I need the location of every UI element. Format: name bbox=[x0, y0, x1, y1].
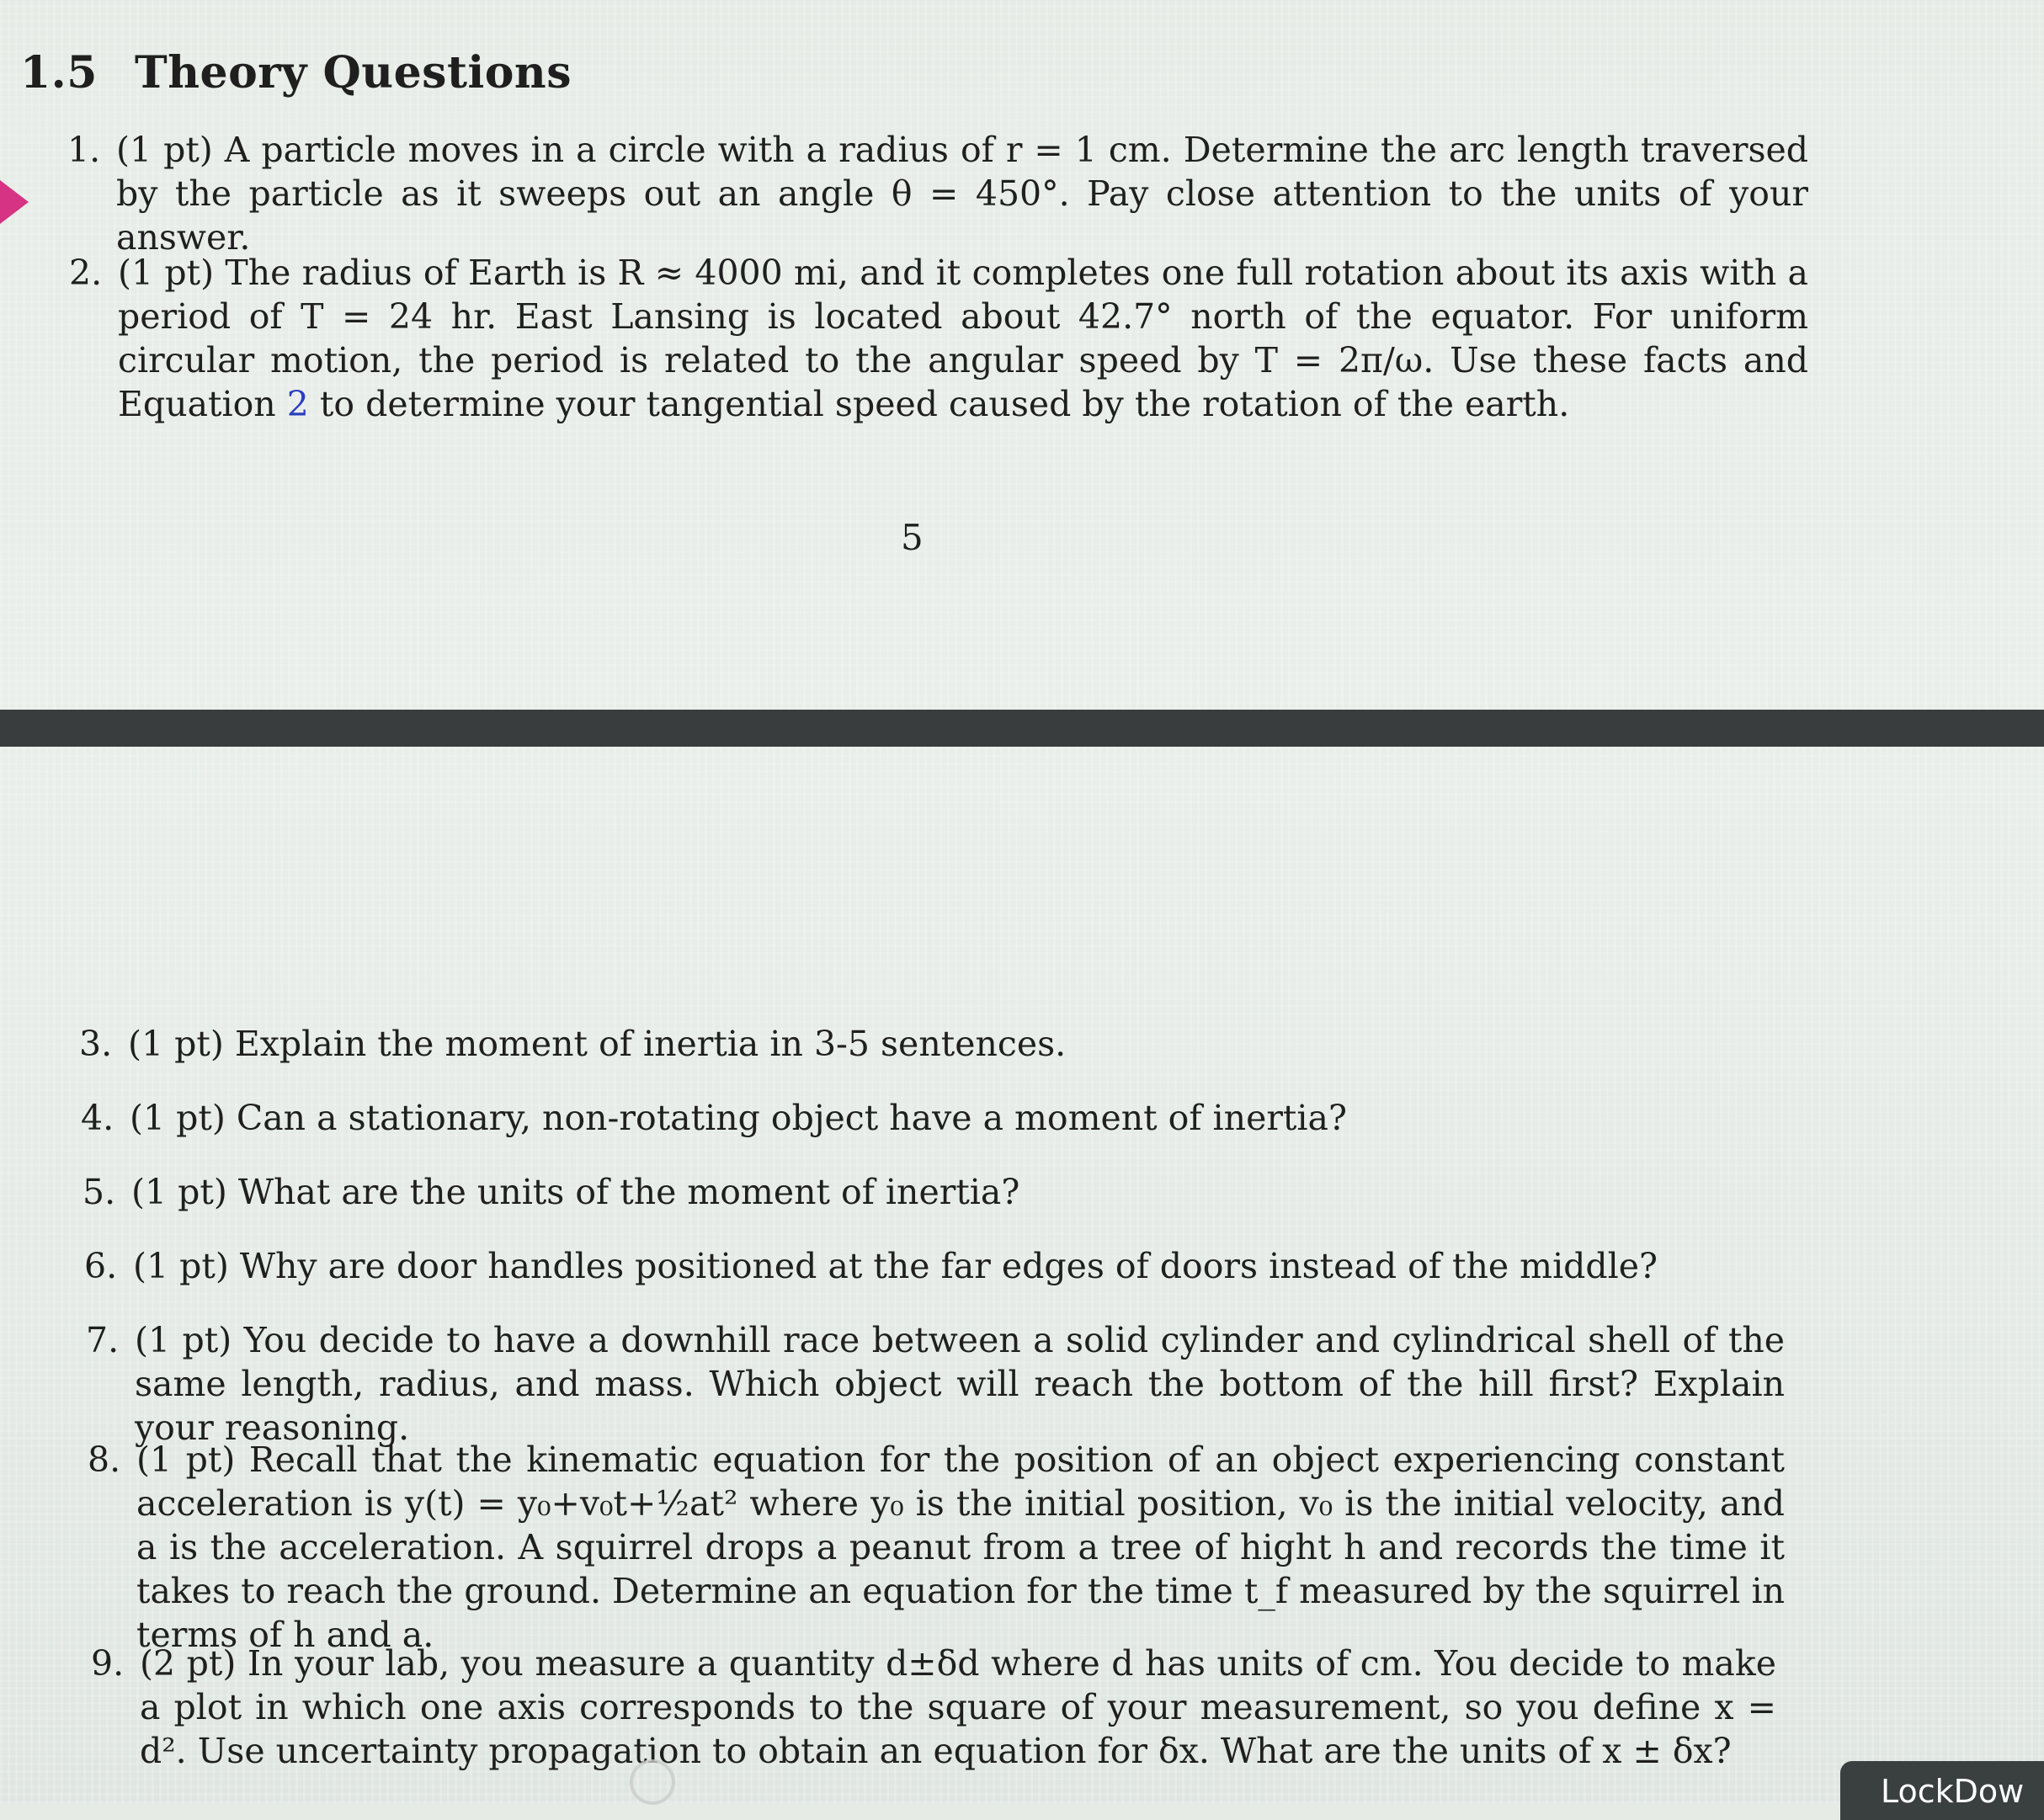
question-text: (1 pt) Recall that the kinematic equation for the position of an object experiencing constant acceleration is y(t) = y₀+v₀t+½at² where y₀ is the initial position, v₀ is the initial velocity, and a is the acceleration. A squirrel drops a peanut from a tree of hight h and records the time it takes to reach the ground. Determine an equation for the time t_f measured by the squirrel in terms of h and a. bbox=[136, 1440, 1785, 1655]
question-number: 8. bbox=[88, 1440, 121, 1480]
question-5 bbox=[83, 1170, 1891, 1214]
question-number: 5. bbox=[83, 1172, 116, 1212]
question-number: 1. bbox=[67, 130, 101, 170]
section-heading bbox=[20, 47, 572, 98]
question-8 bbox=[88, 1438, 1785, 1657]
question-text: (2 pt) In your lab, you measure a quantity d±δd where d has units of cm. You decide to make a plot in which one axis corresponds to the square of your measurement, so you define x = d². Use uncertainty propagation to obtain an equation for δx. What are the units of x ± δx? bbox=[140, 1643, 1776, 1771]
question-text: (1 pt) Why are door handles positioned at the far edges of doors instead of the middle? bbox=[133, 1246, 1658, 1286]
pointer-arrow-icon bbox=[0, 180, 29, 224]
question-text: (1 pt) Can a stationary, non-rotating object have a moment of inertia? bbox=[130, 1098, 1347, 1138]
cursor-ring-icon bbox=[630, 1759, 675, 1805]
question-7 bbox=[86, 1318, 1785, 1450]
question-9 bbox=[91, 1642, 1776, 1773]
question-number: 4. bbox=[81, 1098, 114, 1138]
question-number: 3. bbox=[79, 1024, 113, 1064]
question-text: (1 pt) Explain the moment of inertia in 3-5 sentences. bbox=[128, 1024, 1067, 1064]
question-number: 7. bbox=[86, 1320, 120, 1360]
question-number: 2. bbox=[69, 253, 103, 293]
question-text-part-a: (1 pt) The radius of Earth is R ≈ 4000 mi, and it completes one full rotation about its axis with a period of T = 24 hr. East Lansing is located about 42.7° north of the equator. For uniform circular motion, the period is related to the angular speed by T = 2π/ω. Use these facts and Equation bbox=[118, 253, 1808, 424]
page-divider bbox=[0, 710, 2044, 747]
question-text-part-b: to determine your tangential speed caused by the rotation of the earth. bbox=[308, 384, 1570, 424]
question-text: (1 pt) A particle moves in a circle with a radius of r = 1 cm. Determine the arc length traversed by the particle as it sweeps out an angle θ = 450°. Pay close attention to the units of your answer. bbox=[116, 130, 1808, 258]
section-title: Theory Questions bbox=[135, 47, 572, 98]
question-number: 9. bbox=[91, 1643, 125, 1684]
question-2 bbox=[69, 251, 1808, 426]
question-6 bbox=[84, 1244, 1892, 1288]
page-number: 5 bbox=[901, 517, 924, 558]
equation-reference-link[interactable]: 2 bbox=[286, 384, 309, 424]
question-text: (1 pt) You decide to have a downhill race between a solid cylinder and cylindrical shell of the same length, radius, and mass. Which object will reach the bottom of the hill first? Explain your reasoning. bbox=[135, 1320, 1785, 1448]
question-4 bbox=[81, 1096, 1889, 1140]
section-number: 1.5 bbox=[20, 47, 98, 98]
question-3 bbox=[79, 1022, 1887, 1066]
question-number: 6. bbox=[84, 1246, 118, 1286]
lockdown-browser-tab[interactable]: LockDow bbox=[1840, 1761, 2044, 1820]
question-1 bbox=[67, 128, 1808, 259]
question-text: (1 pt) What are the units of the moment of inertia? bbox=[131, 1172, 1020, 1212]
